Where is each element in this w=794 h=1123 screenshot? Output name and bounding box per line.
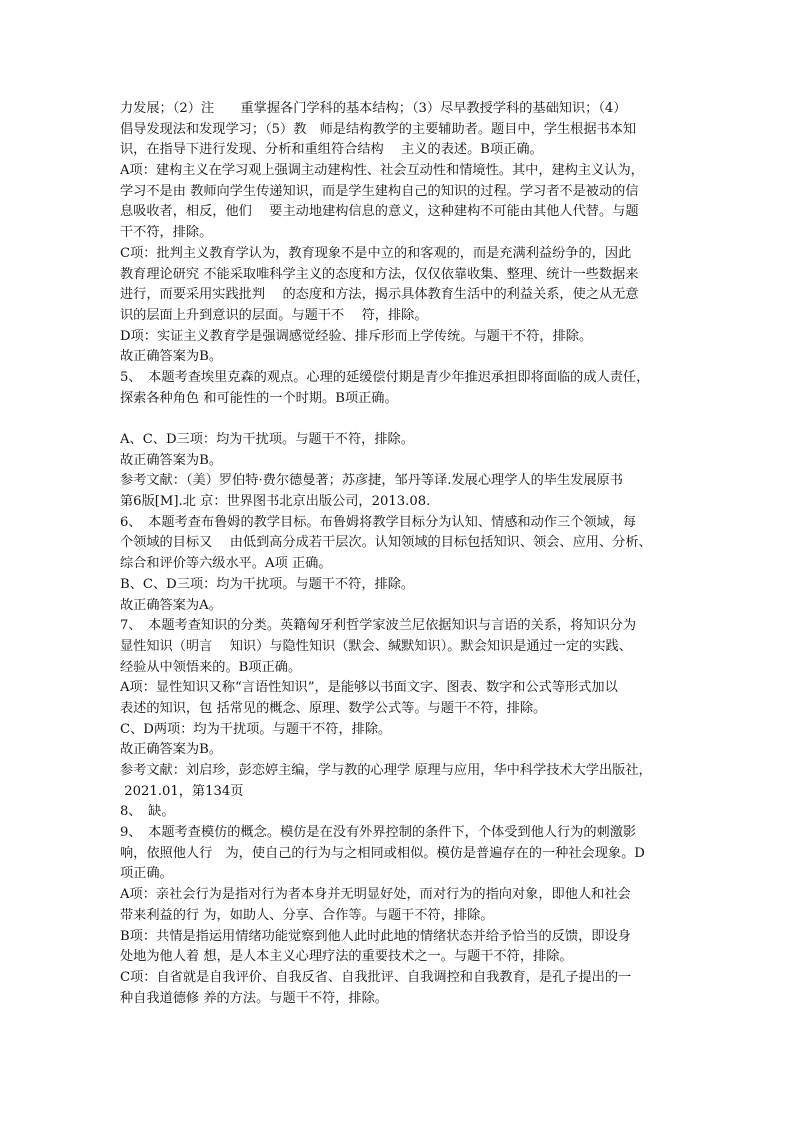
text-line: 力发展；（2）注 重掌握各门学科的基本结构；（3）尽早教授学科的基础知识；（4） [120, 101, 627, 116]
text-line: 进行，而要采用实践批判 的态度和方法，揭示具体教育生活中的利益关系，使之从无意 [120, 287, 639, 303]
text-line: 干不符，排除。 [120, 225, 213, 241]
text-line: 识的层面上升到意识的层面。与题干不 符，排除。 [120, 307, 428, 323]
text-line: 探索各种角色 和可能性的一个时期。B项正确。 [120, 390, 398, 406]
text-line: 5、 本题考查埃里克森的观点。心理的延缓偿付期是青少年推迟承担即将面临的成人责任， [120, 369, 650, 385]
text-line: 倡导发现法和发现学习；（5）教 师是结构教学的主要辅助者。题目中，学生根据书本知 [120, 121, 637, 137]
text-line: 2021.01，第134页 [120, 783, 244, 799]
text-line: 第6版[M].北 京：世界图书北京出版公司，2013.08. [120, 494, 431, 510]
text-line: 表述的知识，包 括常见的概念、原理、数学公式等。与题干不符，排除。 [120, 700, 547, 716]
text-line: 参考文献：刘启珍，彭恋婷主编，学与教的心理学 原理与应用，华中科学技术大学出版社， [120, 763, 652, 778]
text-line: B项：共情是指运用情绪功能觉察到他人此时此地的情绪状态并给予恰当的反馈，即设身 [120, 928, 631, 944]
text-line: 学习不是由 教师向学生传递知识，而是学生建构自己的知识的过程。学习者不是被动的信 [120, 183, 639, 199]
text-line: 经验从中领悟来的。B项正确。 [120, 659, 302, 675]
text-line: 8、 缺。 [120, 804, 175, 820]
text-line: 故正确答案为A。 [120, 597, 222, 613]
text-line: A项：显性知识又称“言语性知识”，是能够以书面文字、图表、数字和公式等形式加以 [120, 680, 618, 696]
text-line: C、D两项：均为干扰项。与题干不符，排除。 [120, 721, 392, 737]
text-line: A项：建构主义在学习观上强调主动建构性、社会互动性和情境性。其中，建构主义认为， [120, 163, 644, 179]
text-line: 显性知识（明言 知识）与隐性知识（默会、缄默知识）。默会知识是通过一定的实践、 [120, 638, 632, 654]
text-line: 响，依照他人行 为，使自己的行为与之相同或相似。模仿是普遍存在的一种社会现象。D [120, 845, 645, 861]
text-line: 故正确答案为B。 [120, 349, 223, 365]
text-line: 项正确。 [120, 866, 173, 882]
text-line: 6、 本题考查布鲁姆的教学目标。布鲁姆将教学目标分为认知、情感和动作三个领域，每 [120, 514, 637, 530]
text-line: 种自我道德修 养的方法。与题干不符，排除。 [120, 990, 388, 1006]
text-line: 个领域的目标又 由低到高分成若干层次。认知领域的目标包括知识、领会、应用、分析、 [120, 535, 652, 551]
document-page [120, 99, 690, 1009]
text-line: 故正确答案为B。 [120, 742, 223, 758]
text-line: 息吸收者，相反，他们 要主动地建构信息的意义，这种建构不可能由其他人代替。与题 [120, 204, 639, 220]
text-line: 带来利益的行 为，如助人、分享、合作等。与题干不符，排除。 [120, 907, 494, 923]
text-line: C项：自省就是自我评价、自我反省、自我批评、自我调控和自我教育，是孔子提出的一 [120, 969, 632, 985]
text-line: 综合和评价等六级水平。A项 正确。 [120, 556, 332, 572]
blank-line [120, 409, 690, 430]
text-line: D项：实证主义教育学是强调感觉经验、排斥形而上学传统。与题干不符，排除。 [120, 328, 593, 344]
text-line: C项：批判主义教育学认为，教育现象不是中立的和客观的，而是充满利益纷争的，因此 [120, 245, 632, 261]
text-line: 参考文献：（美）罗伯特·费尔德曼著；苏彦捷，邹丹等译.发展心理学人的毕生发展原书 [120, 473, 623, 489]
text-line: 故正确答案为B。 [120, 452, 223, 468]
text-line: 教育理论研究 不能采取唯科学主义的态度和方法，仅仅依靠收集、整理、统计一些数据来 [120, 266, 639, 282]
text-line: 7、 本题考查知识的分类。英籍匈牙利哲学家波兰尼依据知识与言语的关系，将知识分为 [120, 618, 637, 634]
text-line: A、C、D三项：均为干扰项。与题干不符，排除。 [120, 432, 414, 447]
text-line: B、C、D三项：均为干扰项。与题干不符，排除。 [120, 576, 415, 592]
text-line: 9、 本题考查模仿的概念。模仿是在没有外界控制的条件下，个体受到他人行为的刺激影 [120, 825, 637, 841]
text-line: 识，在指导下进行发现、分析和重组符合结构 主义的表述。B项正确。 [120, 142, 543, 158]
text-line: A项：亲社会行为是指对行为者本身并无明显好处，而对行为的指向对象，即他人和社会 [120, 887, 631, 903]
text-line: 处地为他人着 想，是人本主义心理疗法的重要技术之一。与题干不符，排除。 [120, 949, 573, 965]
